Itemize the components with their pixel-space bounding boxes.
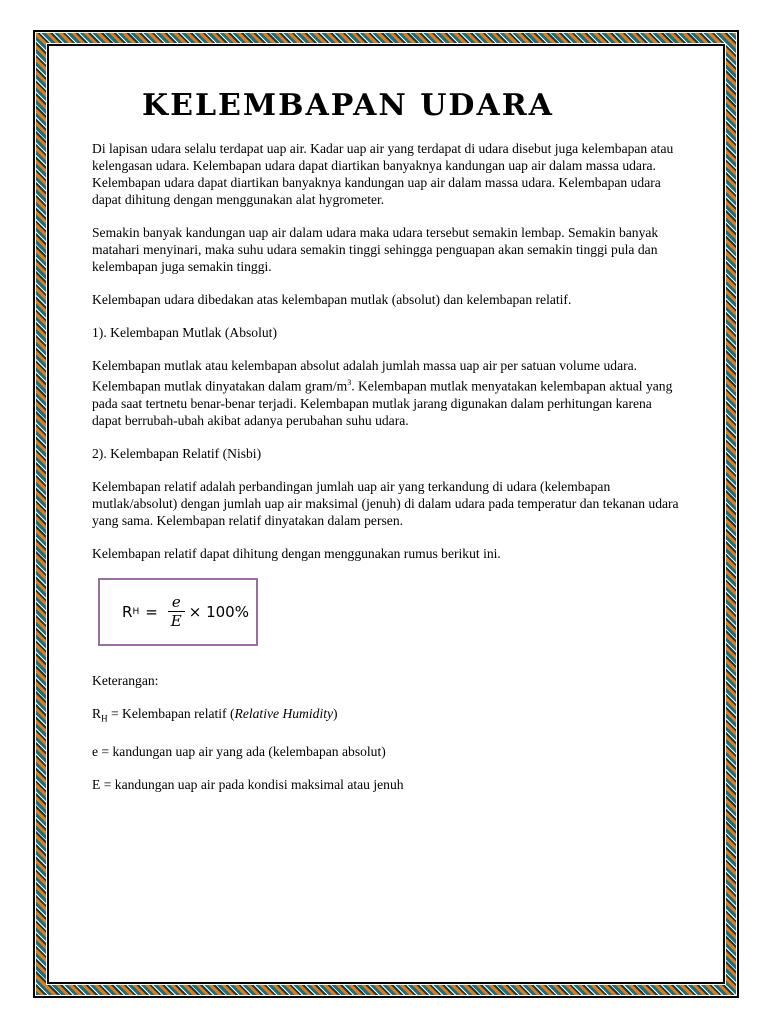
legend-rh-sub: H (101, 713, 108, 724)
document-body (92, 88, 682, 809)
formula-numerator: e (168, 593, 185, 612)
legend-e: e = kandungan uap air yang ada (kelembapan absolut) (92, 744, 386, 760)
paragraph-second: Semakin banyak kandungan uap air dalam udara maka udara tersebut semakin lembap. Semakin banyak matahari menyinari, maka suhu udara semakin tinggi sehingga penguapan akan semakin tinggi pula dan kelembapan juga semakin tinggi. (92, 225, 659, 274)
legend-heading: Keterangan: (92, 672, 159, 688)
heading-mutlak: 1). Kelembapan Mutlak (Absolut) (92, 325, 277, 340)
paragraph-third: Kelembapan udara dibedakan atas kelembapan mutlak (absolut) dan kelembapan relatif. (92, 292, 572, 307)
heading-relatif: 2). Kelembapan Relatif (Nisbi) (92, 445, 262, 461)
legend-rh-text: = Kelembapan relatif ( (107, 705, 235, 721)
legend-rh (92, 705, 682, 728)
formula-denominator: E (170, 612, 182, 631)
legend-rh-close: ) (333, 705, 338, 721)
paragraph-mutlak (92, 357, 682, 429)
legend-rh-symbol: R (92, 705, 102, 721)
mutlak-superscript: 3 (347, 378, 352, 387)
formula-box (98, 578, 258, 646)
formula-lhs: R (122, 602, 133, 621)
paragraph-relatif: Kelembapan relatif adalah perbandingan jumlah uap air yang terkandung di udara (kelembapan mutlak/absolut) dengan jumlah uap air maksimal (jenuh) di dalam udara pada temperatur dan tekanan udara yang sama. Kelembapan relatif dinyatakan dalam persen. (92, 478, 679, 528)
formula-lhs-sub: H (132, 606, 140, 617)
formula-equals: = (145, 602, 158, 621)
paragraph-rumus-intro: Kelembapan relatif dapat dihitung dengan menggunakan rumus berikut ini. (92, 545, 501, 561)
legend-E: E = kandungan uap air pada kondisi maksimal atau jenuh (92, 777, 404, 793)
formula-rhs: × 100% (188, 602, 249, 621)
legend-rh-italic: Relative Humidity (234, 705, 334, 721)
mutlak-text-b: . Kelembapan mutlak menyatakan kelembapan aktual yang pada saat tertnetu benar-benar terjadi. Kelembapan mutlak jarang digunakan dalam perhitungan karena dapat berrubah-ubah akibat adanya perubahan suhu udara. (92, 378, 673, 428)
page-title: KELEMBAPAN UDARA (142, 88, 554, 123)
formula-fraction (167, 593, 186, 630)
paragraph-intro: Di lapisan udara selalu terdapat uap air. Kadar uap air yang terdapat di udara disebut juga kelembapan atau kelengasan udara. Kelembapan udara dapat diartikan banyaknya kandungan uap air dalam massa udara. Kelembapan udara dapat diartikan banyaknya kandungan uap air dalam massa udara. Kelembapan udara dapat dihitung dengan menggunakan alat hygrometer. (92, 141, 674, 207)
mutlak-text-a: Kelembapan mutlak atau kelembapan absolut adalah jumlah massa uap air per satuan volume udara. Kelembapan mutlak dinyatakan dalam gram/m (92, 358, 638, 394)
